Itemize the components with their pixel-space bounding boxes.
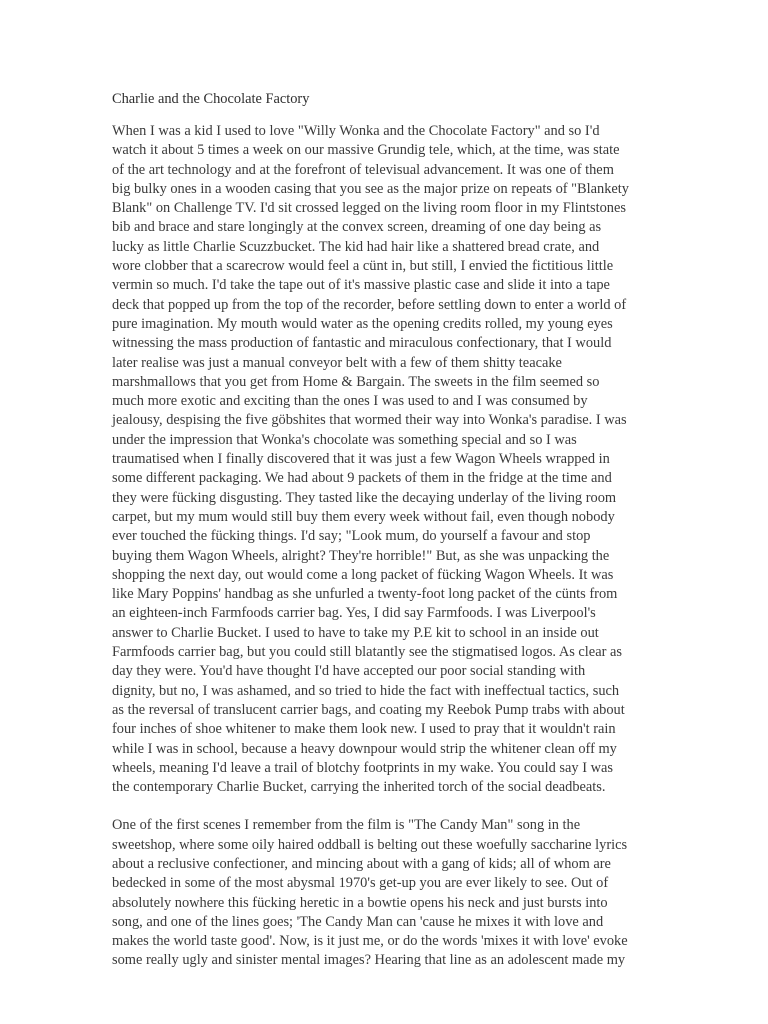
paragraph-line: ever touched the fücking things. I'd say; "Look mum, do yourself a favour and stop [112, 528, 591, 545]
paragraph-line: sweetshop, where some oily haired oddball is belting out these woefully saccharine lyrics [112, 836, 628, 853]
paragraph-line: marshmallows that you get from Home & Bargain. The sweets in the film seemed so [112, 373, 600, 390]
paragraph-line: wore clobber that a scarecrow would feel a cünt in, but still, I envied the fictitious little [112, 258, 614, 275]
paragraph-line: an eighteen-inch Farmfoods carrier bag. Yes, I did say Farmfoods. I was Liverpool's [112, 605, 596, 622]
paragraph [112, 816, 668, 970]
paragraph-line: bib and brace and stare longingly at the convex screen, dreaming of one day being as [112, 219, 602, 236]
paragraph-line: absolutely nowhere this fücking heretic in a bowtie opens his neck and just bursts into [112, 894, 608, 911]
paragraph-line: makes the world taste good'. Now, is it just me, or do the words 'mixes it with love' evoke [112, 933, 628, 950]
paragraph-line: day they were. You'd have thought I'd have accepted our poor social standing with [112, 663, 586, 680]
paragraph-line: bedecked in some of the most abysmal 1970's get-up you are ever likely to see. Out of [112, 875, 609, 892]
paragraph-line: watch it about 5 times a week on our massive Grundig tele, which, at the time, was state [112, 142, 620, 159]
paragraph-line: four inches of shoe whitener to make them look new. I used to pray that it wouldn't rain [112, 721, 616, 738]
paragraph-line: Blank" on Challenge TV. I'd sit crossed legged on the living room floor in my Flintstones [112, 200, 626, 217]
paragraph-line: about a reclusive confectioner, and mincing about with a gang of kids; all of whom are [112, 855, 611, 872]
paragraph-line: dignity, but no, I was ashamed, and so tried to hide the fact with ineffectual tactics, such [112, 682, 620, 699]
paragraph-line: wheels, meaning I'd leave a trail of blotchy footprints in my wake. You could say I was [112, 759, 613, 776]
paragraph-line: while I was in school, because a heavy downpour would strip the whitener clean off my [112, 740, 617, 757]
paragraph-line: as the reversal of translucent carrier bags, and coating my Reebok Pump trabs with about [112, 701, 625, 718]
paragraph-line: lucky as little Charlie Scuzzbucket. The kid had hair like a shattered bread crate, and [112, 238, 600, 255]
paragraph-line: vermin so much. I'd take the tape out of it's massive plastic case and slide it into a tape [112, 277, 610, 294]
paragraph-line: traumatised when I finally discovered that it was just a few Wagon Wheels wrapped in [112, 451, 610, 468]
paragraph-line: witnessing the mass production of fantastic and miraculous confectionary, that I would [112, 335, 612, 352]
paragraph-line: much more exotic and exciting than the ones I was used to and I was consumed by [112, 393, 588, 410]
paragraph-line: pure imagination. My mouth would water as the opening credits rolled, my young eyes [112, 315, 613, 332]
paragraph-line: One of the first scenes I remember from the film is "The Candy Man" song in the [112, 817, 581, 834]
paragraph-line: deck that popped up from the top of the recorder, before settling down to enter a world of [112, 296, 627, 313]
paragraph-line: jealousy, despising the five göbshites that wormed their way into Wonka's paradise. I was [112, 412, 627, 429]
paragraph-line: some really ugly and sinister mental images? Hearing that line as an adolescent made my [112, 952, 626, 969]
paragraph-line: carpet, but my mum would still buy them every week without fail, even though nobody [112, 508, 615, 525]
paragraph-line: later realise was just a manual conveyor belt with a few of them shitty teacake [112, 354, 562, 371]
paragraph-line: they were fücking disgusting. They tasted like the decaying underlay of the living room [112, 489, 617, 506]
paragraph [112, 122, 668, 797]
paragraph-line: shopping the next day, out would come a long packet of fücking Wagon Wheels. It was [112, 566, 614, 583]
paragraph-line: some different packaging. We had about 9 packets of them in the fridge at the time and [112, 470, 612, 487]
paragraph-line: under the impression that Wonka's chocolate was something special and so I was [112, 431, 577, 448]
paragraph-line: of the art technology and at the forefront of televisual advancement. It was one of them [112, 161, 614, 178]
document-title: Charlie and the Chocolate Factory [112, 91, 310, 107]
paragraph-line: When I was a kid I used to love "Willy Wonka and the Chocolate Factory" and so I'd [112, 123, 600, 139]
paragraph-line: like Mary Poppins' handbag as she unfurled a twenty-foot long packet of the cünts from [112, 586, 618, 603]
paragraph-line: buying them Wagon Wheels, alright? They're horrible!" But, as she was unpacking the [112, 547, 610, 564]
paragraph-line: song, and one of the lines goes; 'The Candy Man can 'cause he mixes it with love and [112, 913, 604, 930]
paragraph-line: big bulky ones in a wooden casing that you see as the major prize on repeats of "Blankety [112, 180, 630, 197]
paragraph-line: Farmfoods carrier bag, but you could still blatantly see the stigmatised logos. As clear as [112, 644, 622, 661]
paragraph-line: answer to Charlie Bucket. I used to have to take my P.E kit to school in an inside out [112, 624, 599, 641]
paragraph-line: the contemporary Charlie Bucket, carrying the inherited torch of the social deadbeats. [112, 779, 606, 796]
